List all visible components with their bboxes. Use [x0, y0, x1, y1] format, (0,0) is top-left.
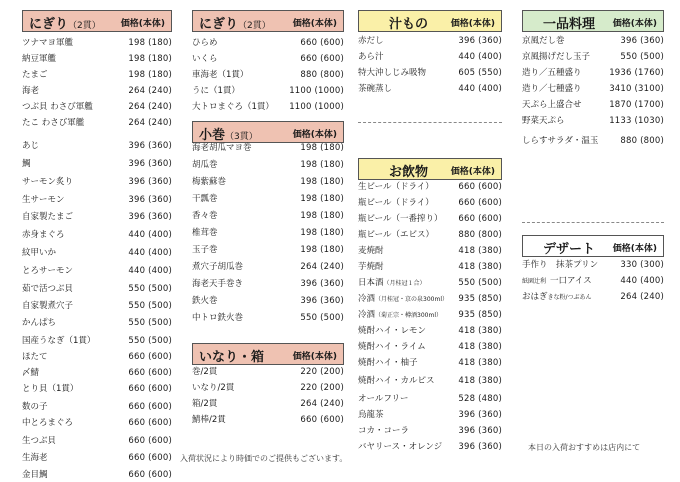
- item-name: あら汁: [358, 52, 384, 62]
- item-name: 胡瓜巻: [192, 160, 218, 170]
- item-price: 440 (400): [128, 266, 172, 276]
- item-name: 箱/2貫: [192, 399, 218, 409]
- item-name: 鯖棒/2貫: [192, 415, 226, 425]
- menu-item: [358, 356, 502, 370]
- item-name: 造り／五種盛り: [522, 68, 582, 78]
- menu-item: [22, 210, 172, 224]
- menu-item: [358, 260, 502, 274]
- item-price: 198 (180): [300, 143, 344, 153]
- menu-item: [522, 50, 664, 64]
- item-name: 納豆軍艦: [22, 54, 57, 64]
- menu-item: [192, 311, 344, 325]
- item-price: 1133 (1030): [609, 116, 664, 126]
- item-price: 418 (380): [458, 358, 502, 368]
- section-title: にぎり（2貫）: [199, 17, 271, 32]
- item-name: 海老胡瓜マヨ巻: [192, 143, 252, 153]
- menu-item: [358, 292, 502, 306]
- menu-item: [522, 274, 664, 288]
- menu-item: [358, 196, 502, 210]
- item-price: 550 (500): [128, 284, 172, 294]
- price-header: 価格(本体): [450, 19, 495, 29]
- item-price: 660 (600): [128, 436, 172, 446]
- menu-item: [22, 228, 172, 242]
- price-header: 価格(本体): [612, 244, 657, 254]
- item-name: 自家製煮穴子: [22, 301, 74, 311]
- item-name: おはぎきな粉/つぶあん: [522, 292, 592, 302]
- item-name: 焼酎ハイ・カルピス: [358, 376, 435, 386]
- menu-item: [22, 84, 172, 98]
- item-price: 440 (400): [620, 276, 664, 286]
- item-name: 鯛: [22, 159, 31, 169]
- item-price: 396 (360): [128, 177, 172, 187]
- item-name: 麦焼酎: [358, 246, 384, 256]
- item-price: 1100 (1000): [289, 102, 344, 112]
- menu-item: [22, 193, 172, 207]
- menu-item: [192, 277, 344, 291]
- item-name: 自家製たまご: [22, 212, 74, 222]
- menu-item: [22, 400, 172, 414]
- menu-item: [22, 139, 172, 153]
- item-price: 418 (380): [458, 342, 502, 352]
- item-name: 焼酎ハイ・レモン: [358, 326, 427, 336]
- item-price: 418 (380): [458, 262, 502, 272]
- item-price: 660 (600): [300, 54, 344, 64]
- menu-item: [22, 451, 172, 465]
- item-name: 冷酒（月桂冠・京の泉300ml）: [358, 294, 448, 304]
- item-name: ツナマヨ軍艦: [22, 38, 74, 48]
- menu-item: [22, 350, 172, 364]
- item-name: 茶碗蒸し: [358, 84, 393, 94]
- price-header: 価格(本体): [292, 352, 337, 362]
- item-price: 418 (380): [458, 376, 502, 386]
- menu-item: [192, 260, 344, 274]
- item-name: うに（1貫）: [192, 86, 240, 96]
- section-shirumono: [358, 10, 502, 94]
- menu-item: [358, 408, 502, 422]
- item-name: 特大沖しじみ吸物: [358, 68, 427, 78]
- section-title: デザート: [543, 242, 596, 257]
- section-header-ippin: [522, 10, 664, 32]
- item-price: 198 (180): [128, 38, 172, 48]
- item-price: 396 (360): [458, 410, 502, 420]
- menu-item: [522, 114, 664, 128]
- item-name: 紋甲いか: [22, 248, 57, 258]
- item-price: 418 (380): [458, 326, 502, 336]
- item-name: コカ・コーラ: [358, 426, 410, 436]
- item-price: 264 (240): [128, 86, 172, 96]
- section-header-drinks: [358, 158, 502, 180]
- menu-item: [358, 34, 502, 48]
- menu-item: [358, 374, 502, 388]
- menu-item: [358, 66, 502, 80]
- item-name: 茹で活つぶ貝: [22, 284, 74, 294]
- section-title: いなり・箱: [199, 350, 265, 365]
- item-name: 数の子: [22, 402, 48, 412]
- item-price: 396 (360): [458, 426, 502, 436]
- item-price: 396 (360): [620, 36, 664, 46]
- menu-item: [522, 66, 664, 80]
- item-price: 550 (500): [128, 336, 172, 346]
- menu-item: [22, 116, 172, 130]
- menu-item: [22, 434, 172, 448]
- menu-item: [22, 36, 172, 50]
- item-price: 396 (360): [128, 212, 172, 222]
- item-name: 日本酒（月桂冠１合）: [358, 278, 426, 288]
- menu-item: [22, 68, 172, 82]
- item-price: 396 (360): [128, 141, 172, 151]
- menu-item: [192, 175, 344, 189]
- section-title: 小巻（3貫）: [199, 128, 258, 143]
- menu-item: [192, 294, 344, 308]
- menu-item: [22, 299, 172, 313]
- item-name: あじ: [22, 141, 40, 151]
- item-name: 生サーモン: [22, 195, 65, 205]
- menu-item: [358, 228, 502, 242]
- item-name: たこ わさび軍艦: [22, 118, 85, 128]
- section-title: 一品料理: [543, 17, 596, 32]
- item-name: サーモン炙り: [22, 177, 74, 187]
- item-name: 赤だし: [358, 36, 384, 46]
- menu-item: [192, 100, 344, 114]
- menu-item: [358, 276, 502, 290]
- item-name: 巻/2貫: [192, 367, 218, 377]
- item-name: ひらめ: [192, 38, 218, 48]
- item-price: 660 (600): [458, 182, 502, 192]
- menu-item: [192, 192, 344, 206]
- menu-item: [522, 82, 664, 96]
- item-price: 660 (600): [128, 368, 172, 378]
- item-name: 国産うなぎ（1貫）: [22, 336, 96, 346]
- menu-item: [22, 157, 172, 171]
- item-price: 264 (240): [300, 399, 344, 409]
- item-price: 550 (500): [128, 318, 172, 328]
- menu-item: [192, 413, 344, 427]
- item-name: 梅紫蘇巻: [192, 177, 227, 187]
- item-price: 660 (600): [128, 418, 172, 428]
- item-name: 玉子巻: [192, 245, 218, 255]
- section-header-shirumono: [358, 10, 502, 32]
- item-price: 935 (850): [458, 294, 502, 304]
- section-ippin: [522, 10, 664, 146]
- item-name: 中とろまぐろ: [22, 418, 74, 428]
- menu-item: [192, 68, 344, 82]
- item-name: 鉄火巻: [192, 296, 218, 306]
- item-price: 198 (180): [300, 160, 344, 170]
- menu-item: [22, 416, 172, 430]
- item-name: 京風だし巻: [522, 36, 565, 46]
- menu-item: [358, 440, 502, 454]
- price-header: 価格(本体): [612, 19, 657, 29]
- menu-item: [358, 324, 502, 338]
- item-price: 198 (180): [300, 211, 344, 221]
- item-price: 198 (180): [300, 228, 344, 238]
- item-name: 焼酎ハイ・ライム: [358, 342, 426, 352]
- menu-item: [22, 246, 172, 260]
- item-price: 264 (240): [128, 118, 172, 128]
- item-price: 660 (600): [300, 38, 344, 48]
- item-name: 紙園辻利 一口アイス: [522, 276, 592, 286]
- item-name: 瓶ビール（ドライ）: [358, 198, 434, 208]
- section-header-inari: [192, 343, 344, 365]
- item-price: 198 (180): [300, 194, 344, 204]
- section-drinks: [358, 158, 502, 452]
- item-name: 造り／七種盛り: [522, 84, 582, 94]
- item-price: 1870 (1700): [609, 100, 664, 110]
- item-name: 烏龍茶: [358, 410, 384, 420]
- menu-item: [358, 244, 502, 258]
- item-name: 車海老（1貫）: [192, 70, 249, 80]
- item-price: 198 (180): [300, 177, 344, 187]
- item-name: つぶ貝 わさび軍艦: [22, 102, 93, 112]
- menu-item: [192, 141, 344, 155]
- section-nigiri-column1: [22, 10, 172, 480]
- item-price: 660 (600): [458, 198, 502, 208]
- price-header: 価格(本体): [120, 19, 165, 29]
- item-price: 440 (400): [128, 230, 172, 240]
- item-name: 煮穴子胡瓜巻: [192, 262, 244, 272]
- item-name: たまご: [22, 70, 48, 80]
- menu-item: [358, 340, 502, 354]
- item-price: 396 (360): [128, 159, 172, 169]
- item-price: 330 (300): [620, 260, 664, 270]
- section-inari: [192, 343, 344, 425]
- item-name: 芋焼酎: [358, 262, 384, 272]
- menu-item: [522, 98, 664, 112]
- section-header-komaki: [192, 121, 344, 143]
- menu-item: [22, 334, 172, 348]
- divider: [522, 222, 664, 223]
- item-name: いなり/2貫: [192, 383, 235, 393]
- menu-item: [358, 424, 502, 438]
- item-name: 干瓢巻: [192, 194, 218, 204]
- item-name: 瓶ビール（一番搾り）: [358, 214, 443, 224]
- item-price: 880 (800): [458, 230, 502, 240]
- item-name: 天ぷら上盛合せ: [522, 100, 582, 110]
- section-title: にぎり（2貫）: [29, 17, 101, 32]
- item-price: 264 (240): [300, 262, 344, 272]
- menu-item: [22, 282, 172, 296]
- item-price: 528 (480): [458, 394, 502, 404]
- menu-item: [192, 381, 344, 395]
- availability-note: 入荷状況により時価でのご提供もございます。: [180, 454, 348, 463]
- item-price: 396 (360): [300, 296, 344, 306]
- item-price: 660 (600): [128, 352, 172, 362]
- section-title: 汁もの: [389, 17, 429, 32]
- menu-item: [358, 180, 502, 194]
- item-price: 660 (600): [128, 470, 172, 480]
- item-price: 550 (500): [300, 313, 344, 323]
- item-name: とり貝（1貫）: [22, 384, 79, 394]
- price-header: 価格(本体): [292, 19, 337, 29]
- menu-item: [192, 365, 344, 379]
- item-name: かんぱち: [22, 318, 57, 328]
- item-name: ほたて: [22, 352, 48, 362]
- item-price: 1100 (1000): [289, 86, 344, 96]
- section-komaki: [192, 121, 344, 323]
- item-price: 880 (800): [620, 136, 664, 146]
- item-name: とろサーモン: [22, 266, 74, 276]
- item-price: 198 (180): [128, 54, 172, 64]
- menu-item: [22, 264, 172, 278]
- item-name: 瓶ビール（エビス）: [358, 230, 434, 240]
- item-name: バヤリース・オレンジ: [358, 442, 443, 452]
- menu-item: [522, 34, 664, 48]
- menu-item: [192, 36, 344, 50]
- section-header-nigiri: [22, 10, 172, 32]
- item-price: 396 (360): [300, 279, 344, 289]
- menu-item: [192, 52, 344, 66]
- item-price: 418 (380): [458, 246, 502, 256]
- item-price: 264 (240): [620, 292, 664, 302]
- menu-item: [22, 382, 172, 396]
- item-name: 野菜天ぷら: [522, 116, 565, 126]
- item-name: オールフリー: [358, 394, 409, 404]
- menu-item: [22, 52, 172, 66]
- item-price: 440 (400): [128, 248, 172, 258]
- item-name: 大トロまぐろ（1貫）: [192, 102, 274, 112]
- item-price: 660 (600): [128, 402, 172, 412]
- item-price: 220 (200): [300, 367, 344, 377]
- menu-item: [192, 84, 344, 98]
- item-name: 金目鯛: [22, 470, 48, 480]
- divider: [358, 122, 502, 123]
- item-price: 1936 (1760): [609, 68, 664, 78]
- item-price: 660 (600): [128, 384, 172, 394]
- menu-item: [358, 308, 502, 322]
- item-name: 中トロ鉄火巻: [192, 313, 244, 323]
- item-name: 焼酎ハイ・柚子: [358, 358, 418, 368]
- menu-item: [22, 366, 172, 380]
- menu-item: [358, 212, 502, 226]
- menu-item: [192, 209, 344, 223]
- item-name: しらすサラダ・温玉: [522, 136, 599, 146]
- menu-item: [22, 100, 172, 114]
- menu-item: [22, 175, 172, 189]
- item-price: 550 (500): [458, 278, 502, 288]
- item-name: 冷酒（菊正宗・樽酒300ml）: [358, 310, 442, 320]
- menu-item: [192, 397, 344, 411]
- item-price: 396 (360): [458, 36, 502, 46]
- item-price: 660 (600): [300, 415, 344, 425]
- price-header: 価格(本体): [292, 130, 337, 140]
- menu-item: [22, 468, 172, 482]
- recommend-note: 本日の入荷おすすめは店内にて: [528, 443, 641, 452]
- menu-item: [358, 50, 502, 64]
- item-price: 660 (600): [128, 453, 172, 463]
- item-name: 海老: [22, 86, 40, 96]
- item-price: 880 (800): [300, 70, 344, 80]
- section-header-dessert: [522, 235, 664, 257]
- item-price: 396 (360): [128, 195, 172, 205]
- item-name: 生海老: [22, 453, 48, 463]
- menu-item: [192, 158, 344, 172]
- menu-item: [522, 258, 664, 272]
- menu-item: [522, 134, 664, 148]
- menu-item: [192, 226, 344, 240]
- item-price: 264 (240): [128, 102, 172, 112]
- item-price: 605 (550): [458, 68, 502, 78]
- section-title: お飲物: [389, 165, 429, 180]
- item-name: 香々巻: [192, 211, 218, 221]
- item-price: 935 (850): [458, 310, 502, 320]
- item-name: 〆鯖: [22, 368, 40, 378]
- menu-item: [192, 243, 344, 257]
- menu-item: [358, 82, 502, 96]
- item-price: 440 (400): [458, 52, 502, 62]
- item-name: 手作り 抹茶プリン: [522, 260, 599, 270]
- menu-item: [358, 392, 502, 406]
- item-name: 生つぶ貝: [22, 436, 57, 446]
- item-price: 396 (360): [458, 442, 502, 452]
- item-name: 赤身まぐろ: [22, 230, 65, 240]
- item-price: 220 (200): [300, 383, 344, 393]
- item-price: 198 (180): [128, 70, 172, 80]
- item-name: 椎茸巻: [192, 228, 218, 238]
- menu-item: [522, 290, 664, 304]
- item-price: 550 (500): [128, 301, 172, 311]
- item-name: いくら: [192, 54, 218, 64]
- item-name: 生ビール（ドライ）: [358, 182, 434, 192]
- item-name: 海老天手巻き: [192, 279, 244, 289]
- item-price: 3410 (3100): [609, 84, 664, 94]
- section-nigiri-column2: [192, 10, 344, 112]
- section-header-nigiri-2: [192, 10, 344, 32]
- price-header: 価格(本体): [450, 167, 495, 177]
- item-price: 440 (400): [458, 84, 502, 94]
- section-dessert: [522, 235, 664, 302]
- item-price: 660 (600): [458, 214, 502, 224]
- item-price: 198 (180): [300, 245, 344, 255]
- item-name: 京風揚げだし玉子: [522, 52, 591, 62]
- menu-item: [22, 316, 172, 330]
- item-price: 550 (500): [620, 52, 664, 62]
